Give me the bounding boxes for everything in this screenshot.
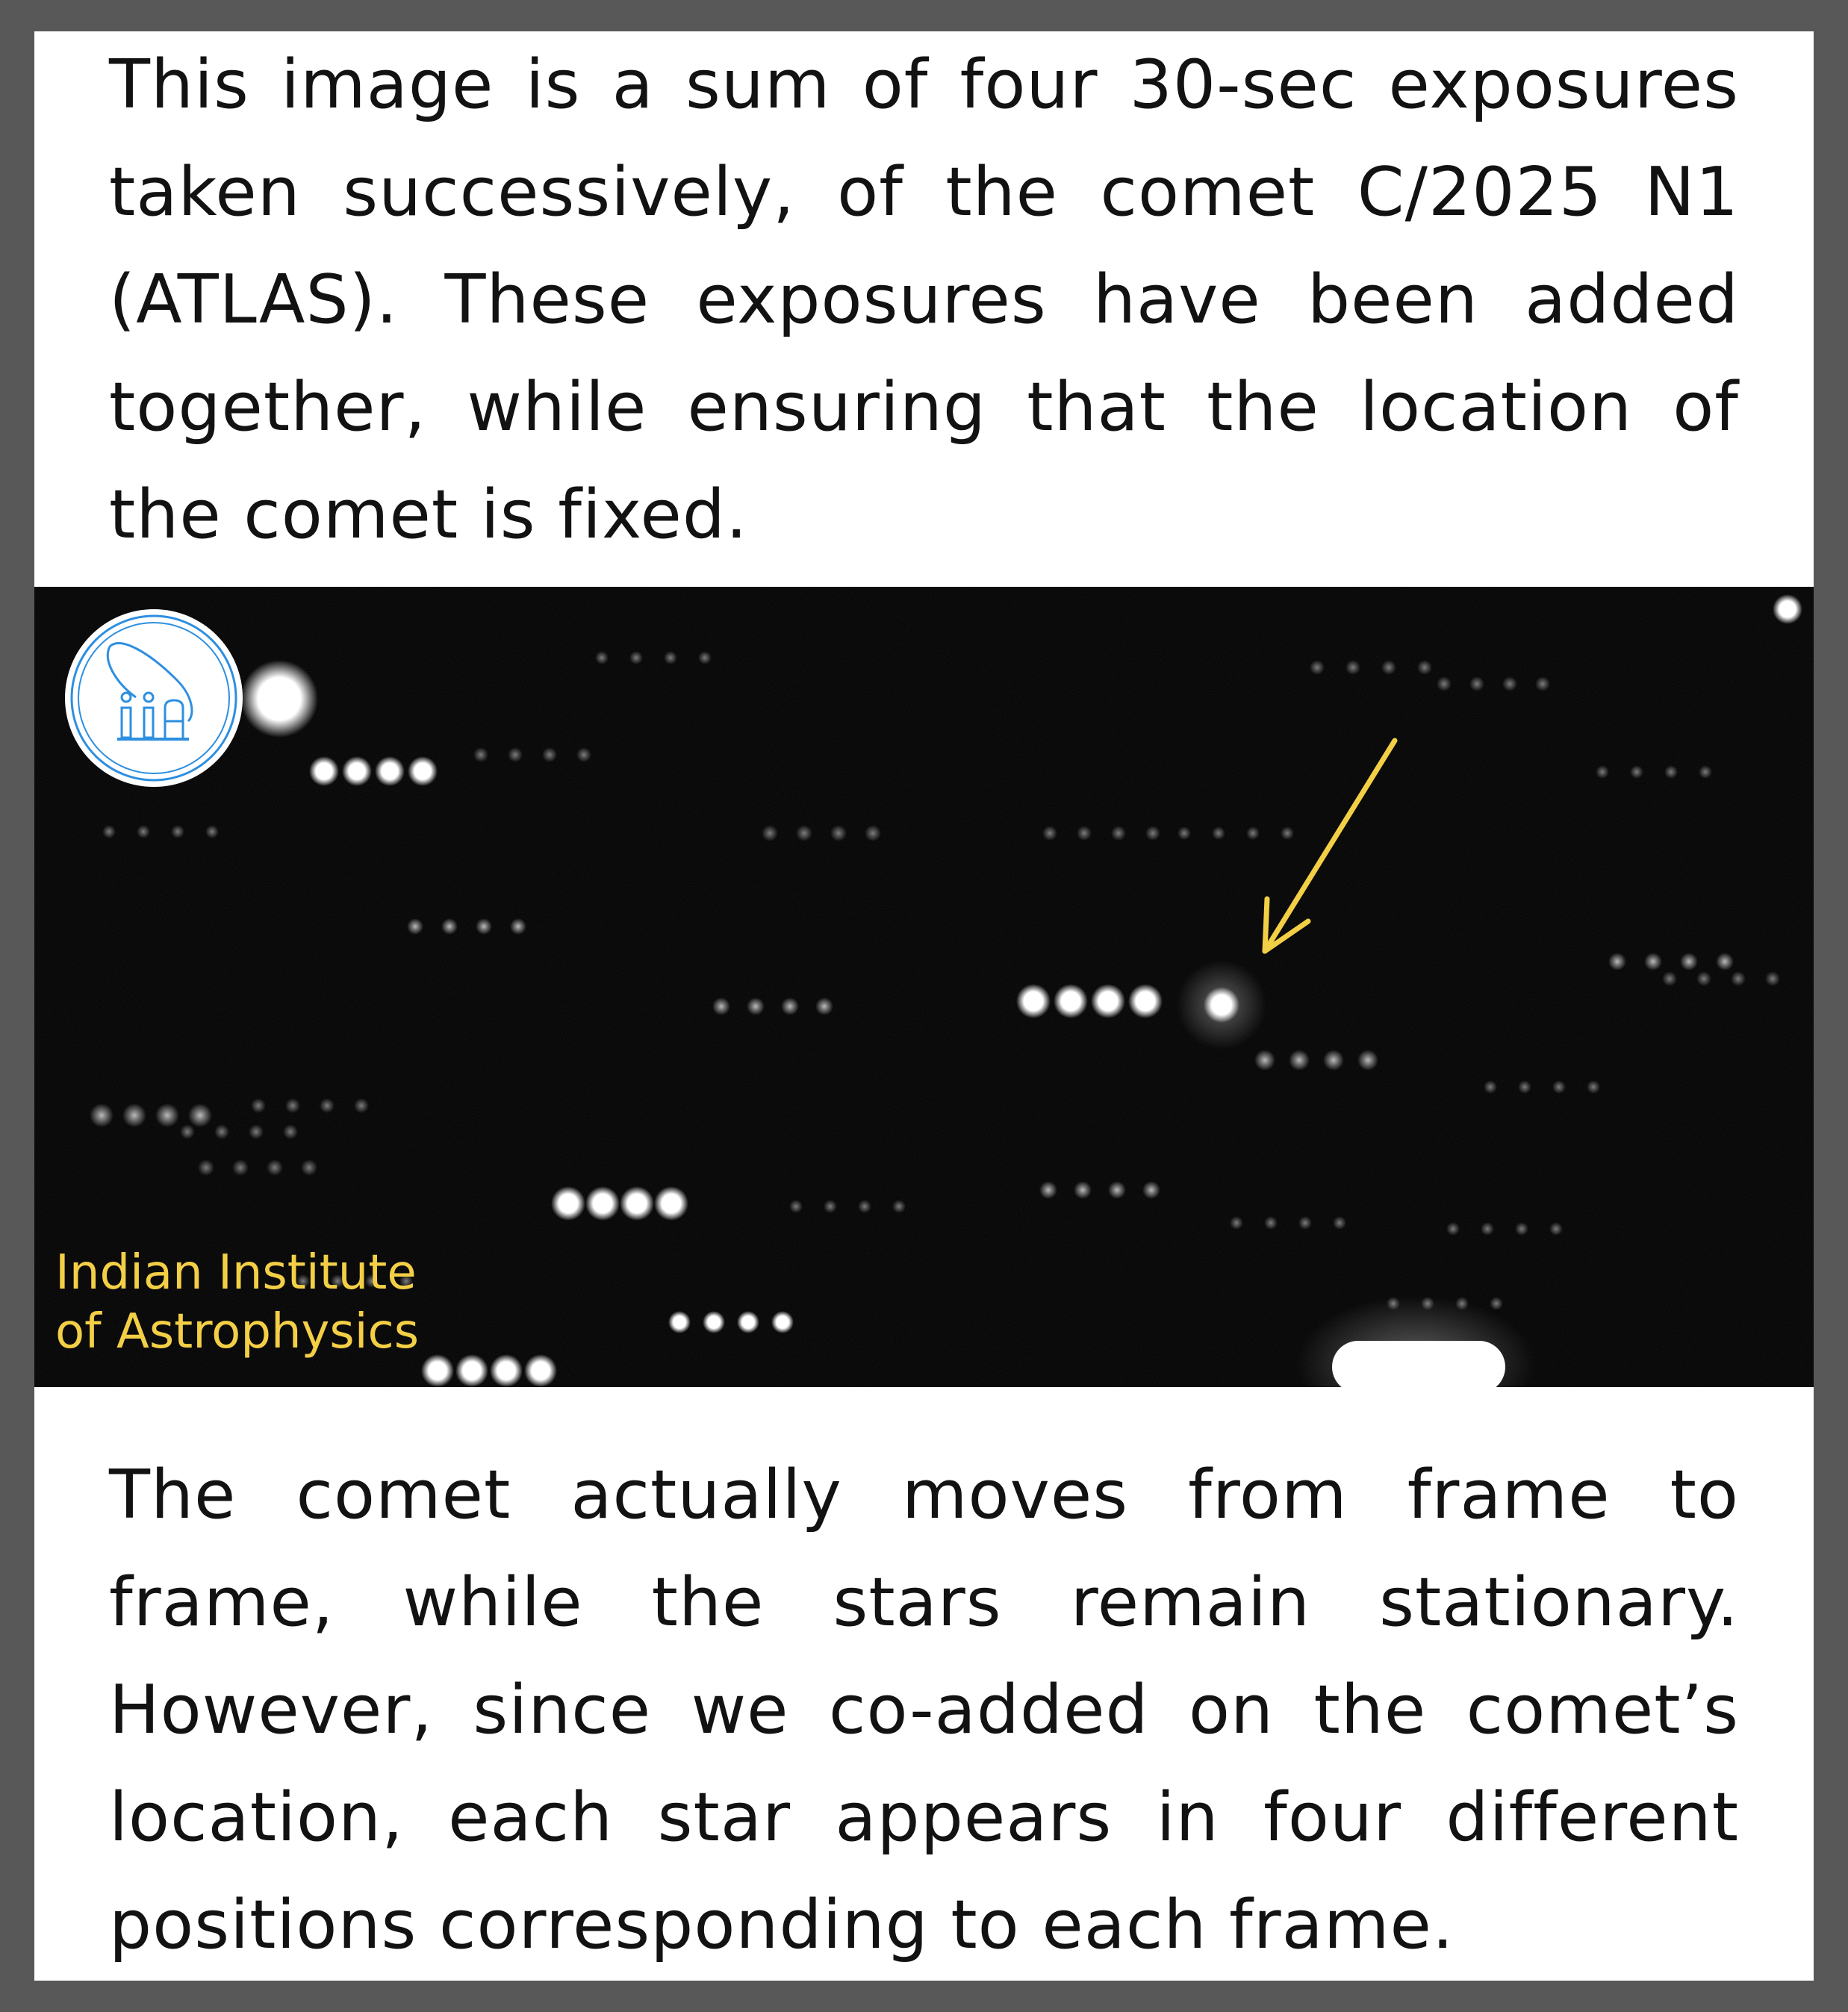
star: [1357, 1050, 1378, 1071]
star: [283, 1124, 298, 1139]
star: [858, 1200, 871, 1213]
star: [1765, 971, 1780, 986]
star: [1437, 676, 1452, 691]
star: [654, 1186, 688, 1221]
star: [1481, 1222, 1494, 1236]
star: [524, 1354, 557, 1387]
star: [1596, 765, 1609, 779]
star: [629, 651, 643, 664]
comet: [1177, 960, 1266, 1050]
star: [441, 918, 458, 935]
iia-logo: [65, 609, 243, 787]
star: [320, 1098, 335, 1113]
star: [1446, 1222, 1460, 1236]
star: [1515, 1222, 1528, 1236]
star: [251, 1098, 266, 1113]
star: [1518, 1080, 1531, 1094]
star: [1230, 1216, 1243, 1230]
institute-name-line2: of Astrophysics: [55, 1304, 420, 1359]
star: [830, 825, 847, 841]
star: [781, 997, 799, 1015]
star: [1680, 953, 1698, 971]
star: [1074, 1181, 1092, 1199]
star: [1077, 826, 1092, 841]
star: [1630, 765, 1643, 779]
star: [1323, 1050, 1344, 1071]
star: [1111, 826, 1126, 841]
star: [698, 651, 712, 664]
star: [188, 1103, 212, 1127]
bright-star: [1332, 1341, 1505, 1387]
star: [1212, 826, 1225, 840]
comet-image: [34, 587, 1814, 1387]
star: [892, 1200, 906, 1213]
star: [1490, 1297, 1503, 1310]
star: [232, 1159, 249, 1176]
star: [476, 918, 492, 935]
star: [1345, 660, 1360, 675]
star: [1298, 1216, 1312, 1230]
star: [737, 1311, 759, 1333]
star: [865, 825, 881, 841]
star: [824, 1200, 837, 1213]
star: [1644, 953, 1662, 971]
star: [1042, 826, 1057, 841]
star: [1417, 660, 1432, 675]
star: [1552, 1080, 1566, 1094]
star: [1246, 826, 1260, 840]
star: [473, 747, 488, 762]
star: [585, 1186, 620, 1221]
star: [342, 756, 372, 786]
star: [1381, 660, 1396, 675]
institute-name-line1: Indian Institute: [55, 1245, 417, 1301]
star: [1469, 676, 1484, 691]
star: [1664, 765, 1678, 779]
star: [309, 756, 339, 786]
star: [542, 747, 557, 762]
star: [1549, 1222, 1563, 1236]
star: [1502, 676, 1517, 691]
intro-paragraph: This image is a sum of four 30-sec exposures taken successively, of the comet C/2025 N1 (ATLAS). These exposures have been added together, while ensuring that the location of the comet is fixed.: [109, 46, 1739, 554]
star: [155, 1103, 179, 1127]
star: [1039, 1181, 1057, 1199]
star: [510, 918, 526, 935]
star: [1535, 676, 1550, 691]
star: [122, 1103, 146, 1127]
star: [747, 997, 765, 1015]
outro-paragraph: The comet actually moves from frame to frame, while the stars remain stationary. However, since we co-added on the comet’s location, each star appears in four different positions corresponding to each frame.: [109, 1456, 1739, 1964]
star: [576, 747, 591, 762]
star: [796, 825, 812, 841]
star: [595, 651, 609, 664]
star: [551, 1186, 585, 1221]
star: [1142, 1181, 1160, 1199]
star: [1484, 1080, 1497, 1094]
star: [508, 747, 523, 762]
star: [1254, 1050, 1275, 1071]
star: [171, 825, 184, 838]
star: [789, 1200, 803, 1213]
star: [668, 1311, 691, 1333]
content-panel: [34, 31, 1814, 1981]
iia-logo-icon: [65, 609, 243, 787]
star: [267, 1159, 283, 1176]
star: [249, 1124, 264, 1139]
star: [102, 825, 116, 838]
star: [1091, 984, 1125, 1018]
star: [198, 1159, 214, 1176]
star: [1128, 984, 1163, 1018]
star: [1289, 1050, 1310, 1071]
star: [1731, 971, 1746, 986]
star: [285, 1098, 300, 1113]
star: [1662, 971, 1677, 986]
star: [137, 825, 150, 838]
star: [1333, 1216, 1346, 1230]
star: [1264, 1216, 1278, 1230]
star: [620, 1186, 654, 1221]
star: [1177, 826, 1191, 840]
star: [407, 918, 423, 935]
star: [408, 756, 438, 786]
star: [815, 997, 833, 1015]
star: [301, 1159, 317, 1176]
star: [1016, 984, 1051, 1018]
institute-name: [55, 1244, 419, 1362]
star: [1145, 826, 1160, 841]
star: [1281, 826, 1294, 840]
star: [664, 651, 677, 664]
star: [1108, 1181, 1126, 1199]
star: [455, 1354, 488, 1387]
star: [214, 1124, 229, 1139]
star: [1608, 953, 1626, 971]
star: [762, 825, 778, 841]
star: [490, 1354, 523, 1387]
star: [1699, 765, 1712, 779]
star: [375, 756, 405, 786]
star: [180, 1124, 195, 1139]
star: [703, 1311, 725, 1333]
star: [1587, 1080, 1600, 1094]
star: [1310, 660, 1325, 675]
star: [1696, 971, 1711, 986]
star: [1054, 984, 1088, 1018]
star: [205, 825, 219, 838]
star: [90, 1103, 113, 1127]
star: [421, 1354, 454, 1387]
bright-star: [1773, 594, 1802, 624]
star: [771, 1311, 794, 1333]
star: [354, 1098, 369, 1113]
bright-star: [240, 660, 318, 738]
star: [1716, 953, 1734, 971]
star: [712, 997, 730, 1015]
